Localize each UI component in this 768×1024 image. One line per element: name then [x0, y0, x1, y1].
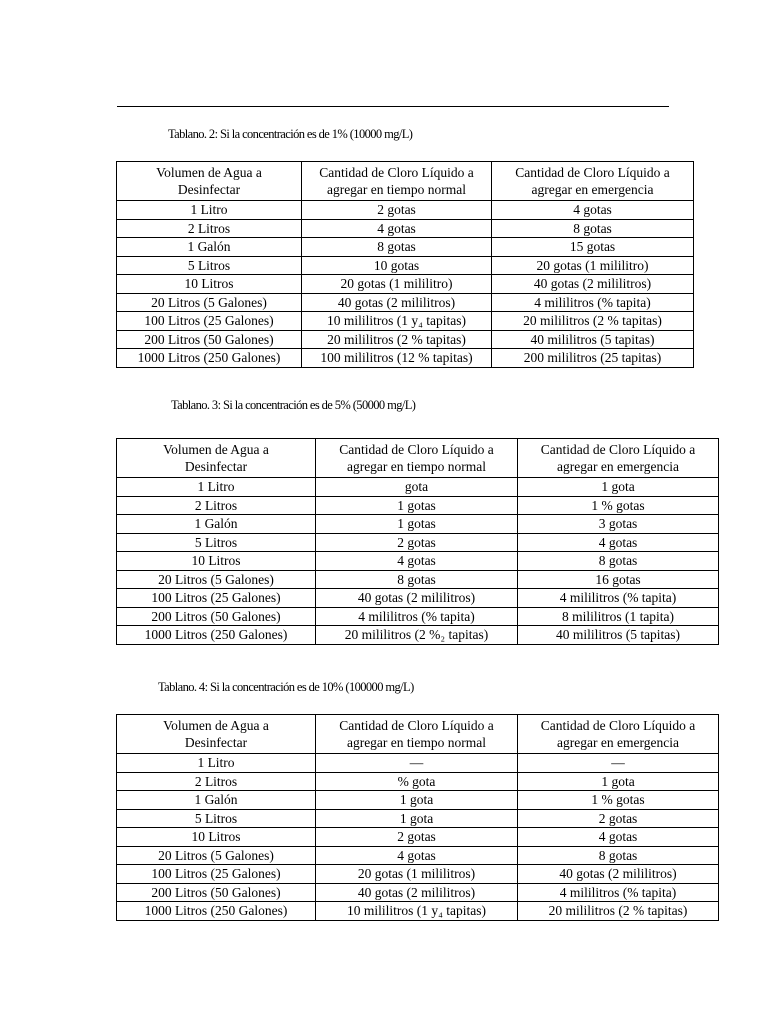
table-cell: 1 Galón	[117, 515, 316, 534]
table-row	[117, 515, 719, 534]
table-cell: 1 gota	[518, 772, 719, 791]
table-cell: 1 Galón	[117, 791, 316, 810]
column-header-line: Volumen de Agua a	[163, 718, 269, 733]
table-cell: 4 mililitros (% tapita)	[316, 607, 518, 626]
table-cell: 100 Litros (25 Galones)	[117, 589, 316, 608]
column-header	[316, 715, 518, 754]
table-cell: 1 gotas	[316, 496, 518, 515]
table-row	[117, 533, 719, 552]
table-cell: 1 % gotas	[518, 496, 719, 515]
table-cell: 1 gota	[518, 478, 719, 497]
column-header	[316, 439, 518, 478]
column-header-line: Volumen de Agua a	[156, 165, 262, 180]
table-cell: 3 gotas	[518, 515, 719, 534]
table-row	[117, 607, 719, 626]
table-cell: 40 gotas (2 mililitros)	[316, 883, 518, 902]
table-cell: 4 gotas	[316, 552, 518, 571]
table-row	[117, 754, 719, 773]
table-cell: 2 Litros	[117, 219, 302, 238]
table-cell: 4 mililitros (% tapita)	[492, 293, 694, 312]
table-cell: 5 Litros	[117, 256, 302, 275]
column-header-line: Desinfectar	[184, 459, 248, 474]
column-header-line: Cantidad de Cloro Líquido a	[540, 442, 696, 457]
table-cell: 20 mililitros (2 % tapitas)	[302, 330, 492, 349]
table-row	[117, 809, 719, 828]
table-row	[117, 589, 719, 608]
table-row	[117, 772, 719, 791]
column-header-line: agregar en tiempo normal	[326, 182, 467, 197]
table-cell: 2 gotas	[518, 809, 719, 828]
column-header	[518, 439, 719, 478]
table-cell: 1 Galón	[117, 238, 302, 257]
table-row	[117, 883, 719, 902]
table-row	[117, 293, 694, 312]
table-cell: 2 gotas	[302, 201, 492, 220]
table-row	[117, 570, 719, 589]
column-header	[302, 162, 492, 201]
table-cell: —	[518, 754, 719, 773]
table-cell: 2 Litros	[117, 772, 316, 791]
column-header-line: Volumen de Agua a	[163, 442, 269, 457]
table-row	[117, 349, 694, 368]
table-cell: 8 mililitros (1 tapita)	[518, 607, 719, 626]
table-cell: 200 Litros (50 Galones)	[117, 607, 316, 626]
table-cell: 1000 Litros (250 Galones)	[117, 349, 302, 368]
table-cell: 20 mililitros (2 % tapitas)	[518, 902, 719, 921]
table-cell: 40 gotas (2 mililitros)	[316, 589, 518, 608]
table-cell: —	[316, 754, 518, 773]
table-4-caption: Tablano. 4: Si la concentración es de 10% (100000 mg/L)	[158, 680, 414, 694]
table-cell: 40 gotas (2 mililitros)	[492, 275, 694, 294]
column-header-line: agregar en emergencia	[557, 735, 679, 750]
table-row	[117, 256, 694, 275]
table-cell: 8 gotas	[518, 846, 719, 865]
table-row	[117, 275, 694, 294]
table-cell: 200 Litros (50 Galones)	[117, 330, 302, 349]
table-cell: 1 gota	[316, 809, 518, 828]
table-cell: 16 gotas	[518, 570, 719, 589]
table-row	[117, 552, 719, 571]
table-row	[117, 791, 719, 810]
table-cell: 20 Litros (5 Galones)	[117, 570, 316, 589]
table-row	[117, 330, 694, 349]
column-header-line: Cantidad de Cloro Líquido a	[319, 165, 474, 180]
table-cell: 4 gotas	[302, 219, 492, 238]
table-cell: 4 gotas	[492, 201, 694, 220]
table-cell: 40 mililitros (5 tapitas)	[518, 626, 719, 645]
table-cell: 100 Litros (25 Galones)	[117, 312, 302, 331]
table-cell: 40 gotas (2 mililitros)	[518, 865, 719, 884]
column-header-line: agregar en tiempo normal	[346, 735, 487, 750]
column-header-line: Desinfectar	[184, 735, 248, 750]
table-cell: 10 mililitros (1 y₄ tapitas)	[316, 902, 518, 921]
table-cell: 10 Litros	[117, 552, 316, 571]
column-header-line: agregar en emergencia	[557, 459, 679, 474]
table-cell: 40 gotas (2 mililitros)	[302, 293, 492, 312]
table-cell: 10 gotas	[302, 256, 492, 275]
table-cell: 8 gotas	[302, 238, 492, 257]
table-cell: 10 Litros	[117, 828, 316, 847]
table-cell: 40 mililitros (5 tapitas)	[492, 330, 694, 349]
table-cell: 10 Litros	[117, 275, 302, 294]
table-row	[117, 238, 694, 257]
column-header	[492, 162, 694, 201]
table-row	[117, 626, 719, 645]
column-header	[117, 439, 316, 478]
column-header	[518, 715, 719, 754]
table-3	[116, 438, 719, 645]
table-cell: 15 gotas	[492, 238, 694, 257]
table-cell: 200 Litros (50 Galones)	[117, 883, 316, 902]
column-header-line: Desinfectar	[177, 182, 241, 197]
table-cell: 20 Litros (5 Galones)	[117, 846, 316, 865]
top-rule	[117, 106, 669, 107]
column-header-line: agregar en emergencia	[531, 182, 654, 197]
table-cell: 1 Litro	[117, 754, 316, 773]
table-cell: 5 Litros	[117, 533, 316, 552]
table-cell: 20 gotas (1 mililitros)	[316, 865, 518, 884]
column-header-line: agregar en tiempo normal	[346, 459, 487, 474]
table-cell: 8 gotas	[492, 219, 694, 238]
table-row	[117, 201, 694, 220]
table-cell: 10 mililitros (1 y₄ tapitas)	[302, 312, 492, 331]
table-row	[117, 312, 694, 331]
table-cell: 8 gotas	[316, 570, 518, 589]
table-cell: 1 % gotas	[518, 791, 719, 810]
table-row	[117, 496, 719, 515]
table-cell: 4 mililitros (% tapita)	[518, 883, 719, 902]
table-cell: 200 mililitros (25 tapitas)	[492, 349, 694, 368]
table-cell: 2 gotas	[316, 828, 518, 847]
table-cell: 1 Litro	[117, 478, 316, 497]
table-row	[117, 828, 719, 847]
table-row	[117, 846, 719, 865]
table-row	[117, 219, 694, 238]
table-cell: 5 Litros	[117, 809, 316, 828]
table-cell: 100 mililitros (12 % tapitas)	[302, 349, 492, 368]
column-header-line: Cantidad de Cloro Líquido a	[339, 718, 494, 733]
table-2-caption: Tablano. 2: Si la concentración es de 1% (10000 mg/L)	[168, 127, 413, 141]
column-header-line: Cantidad de Cloro Líquido a	[515, 165, 670, 180]
table-2	[116, 161, 694, 368]
table-cell: % gota	[316, 772, 518, 791]
column-header-line: Cantidad de Cloro Líquido a	[540, 718, 696, 733]
table-4	[116, 714, 719, 921]
table-cell: 20 mililitros (2 %₂ tapitas)	[316, 626, 518, 645]
table-row	[117, 902, 719, 921]
table-cell: 4 gotas	[316, 846, 518, 865]
table-header-row	[117, 715, 719, 754]
table-cell: 20 mililitros (2 % tapitas)	[492, 312, 694, 331]
table-cell: 4 gotas	[518, 828, 719, 847]
table-cell: 2 Litros	[117, 496, 316, 515]
table-header-row	[117, 162, 694, 201]
table-cell: 4 gotas	[518, 533, 719, 552]
table-3-caption: Tablano. 3: Si la concentración es de 5% (50000 mg/L)	[171, 398, 416, 412]
table-cell: 20 gotas (1 mililitro)	[492, 256, 694, 275]
table-cell: 8 gotas	[518, 552, 719, 571]
table-row	[117, 478, 719, 497]
column-header-line: Cantidad de Cloro Líquido a	[339, 442, 494, 457]
table-cell: 100 Litros (25 Galones)	[117, 865, 316, 884]
table-cell: 1000 Litros (250 Galones)	[117, 902, 316, 921]
table-cell: 1 Litro	[117, 201, 302, 220]
table-row	[117, 865, 719, 884]
table-cell: 20 Litros (5 Galones)	[117, 293, 302, 312]
table-cell: gota	[316, 478, 518, 497]
column-header	[117, 162, 302, 201]
table-cell: 1000 Litros (250 Galones)	[117, 626, 316, 645]
table-cell: 4 mililitros (% tapita)	[518, 589, 719, 608]
column-header	[117, 715, 316, 754]
table-header-row	[117, 439, 719, 478]
table-cell: 1 gota	[316, 791, 518, 810]
table-cell: 20 gotas (1 mililitro)	[302, 275, 492, 294]
table-cell: 1 gotas	[316, 515, 518, 534]
table-cell: 2 gotas	[316, 533, 518, 552]
